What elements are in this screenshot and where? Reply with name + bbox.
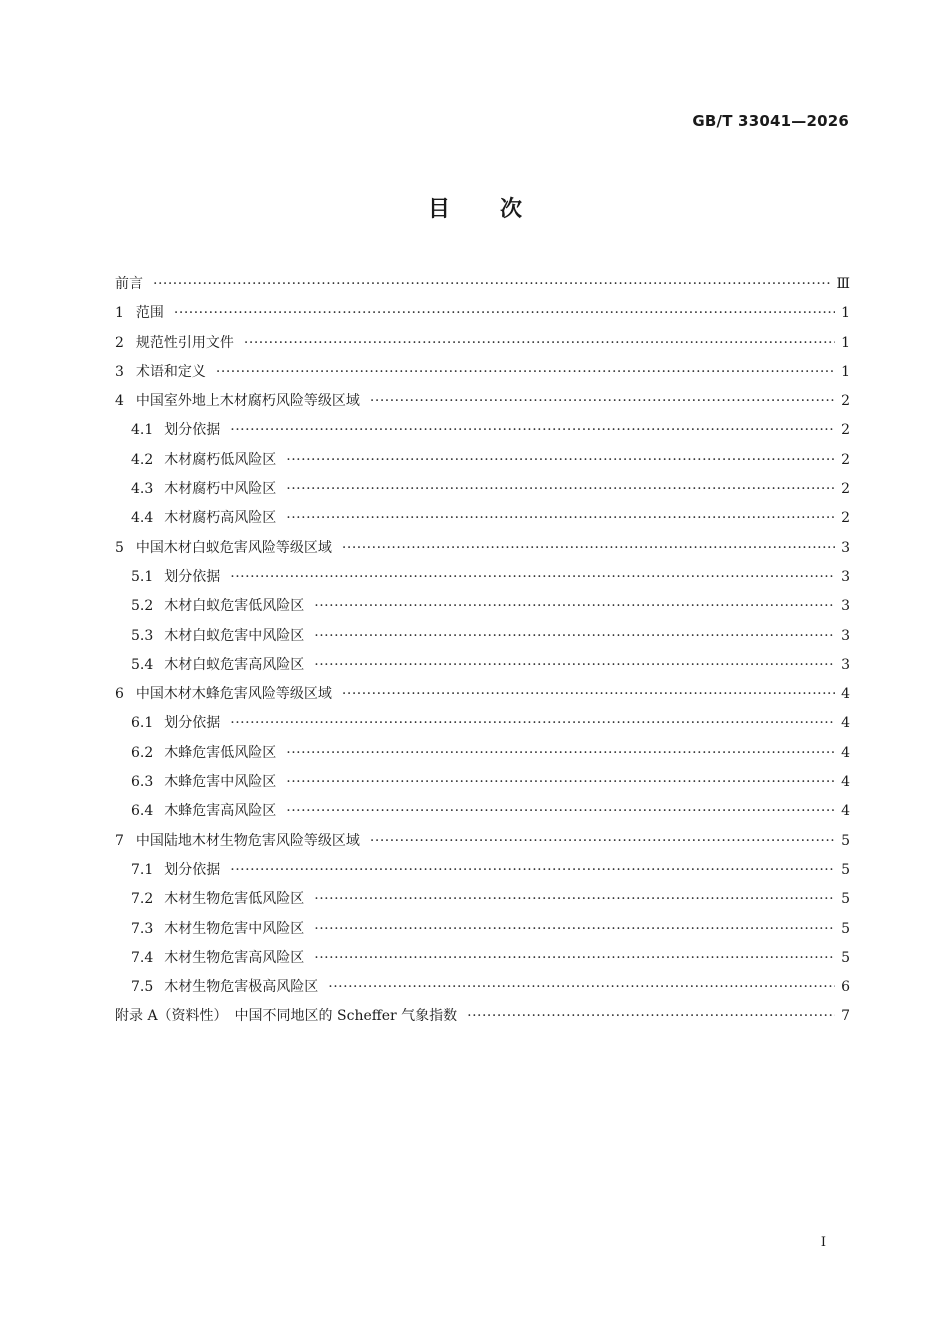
table-of-contents: [115, 270, 850, 1032]
toc-entry-page: 2: [841, 451, 850, 468]
toc-entry[interactable]: [115, 534, 850, 563]
toc-leader-dots: [314, 651, 835, 680]
toc-entry-number: 4.3: [131, 481, 154, 498]
toc-entry-page: 4: [841, 744, 850, 761]
toc-entry[interactable]: [115, 387, 850, 416]
toc-entry-page: 3: [841, 598, 850, 615]
toc-leader-dots: [230, 416, 835, 445]
toc-entry[interactable]: [115, 797, 850, 826]
toc-entry-number: 6.3: [131, 774, 154, 791]
toc-entry-title: 木材生物危害低风险区: [164, 891, 305, 908]
toc-entry-number: 6.2: [131, 744, 154, 761]
toc-entry[interactable]: [115, 1002, 850, 1031]
toc-entry[interactable]: [115, 299, 850, 328]
toc-leader-dots: [314, 885, 835, 914]
toc-entry-number: 5.1: [131, 568, 154, 585]
toc-entry-page: 5: [841, 891, 850, 908]
toc-entry-number: 7.1: [131, 861, 154, 878]
toc-leader-dots: [286, 446, 835, 475]
toc-entry-title: 木蜂危害高风险区: [164, 803, 277, 820]
toc-entry-title: 划分依据: [164, 568, 221, 585]
toc-entry-page: 1: [841, 334, 850, 351]
toc-leader-dots: [216, 358, 835, 387]
toc-entry[interactable]: [115, 973, 850, 1002]
toc-entry-title: 木材腐朽中风险区: [164, 481, 277, 498]
toc-entry-page: 4: [841, 803, 850, 820]
toc-entry-number: 4: [115, 393, 124, 410]
toc-entry-title: 中国木材白蚁危害风险等级区域: [135, 539, 332, 556]
toc-leader-dots: [153, 270, 830, 299]
toc-entry-title: 划分依据: [164, 861, 221, 878]
toc-entry-number: 6: [115, 686, 124, 703]
toc-entry-number: 5.3: [131, 627, 154, 644]
toc-entry-page: 5: [841, 861, 850, 878]
toc-leader-dots: [370, 827, 835, 856]
toc-entry-page: 2: [841, 393, 850, 410]
toc-leader-dots: [286, 504, 835, 533]
toc-entry-number: 7.5: [131, 979, 154, 996]
toc-entry-title: 木材白蚁危害高风险区: [164, 656, 305, 673]
toc-entry-title: 规范性引用文件: [135, 334, 234, 351]
toc-leader-dots: [314, 622, 835, 651]
toc-entry[interactable]: [115, 270, 850, 299]
toc-leader-dots: [244, 329, 835, 358]
toc-entry-title: 木材白蚁危害低风险区: [164, 598, 305, 615]
toc-entry-page: Ⅲ: [836, 276, 850, 292]
toc-leader-dots: [314, 592, 835, 621]
toc-entry[interactable]: [115, 651, 850, 680]
page-title-char-1: 目: [427, 197, 450, 222]
toc-leader-dots: [230, 709, 835, 738]
toc-leader-dots: [370, 387, 835, 416]
toc-entry-title: 划分依据: [164, 715, 221, 732]
toc-entry-number: 7.4: [131, 949, 154, 966]
toc-entry-title: 木材腐朽高风险区: [164, 510, 277, 527]
toc-leader-dots: [342, 680, 835, 709]
toc-entry-page: 5: [841, 920, 850, 937]
toc-leader-dots: [286, 739, 835, 768]
toc-entry[interactable]: [115, 768, 850, 797]
toc-entry-page: 2: [841, 422, 850, 439]
toc-entry-number: 4.1: [131, 422, 154, 439]
toc-leader-dots: [286, 768, 835, 797]
toc-leader-dots: [467, 1002, 835, 1031]
toc-entry-title: 附录 A（资料性） 中国不同地区的 Scheffer 气象指数: [115, 1008, 458, 1025]
toc-entry-page: 3: [841, 627, 850, 644]
toc-entry[interactable]: [115, 416, 850, 445]
page-number: I: [820, 1235, 826, 1250]
toc-entry[interactable]: [115, 475, 850, 504]
toc-entry[interactable]: [115, 885, 850, 914]
toc-entry[interactable]: [115, 739, 850, 768]
toc-entry-page: 2: [841, 510, 850, 527]
toc-entry-page: 5: [841, 832, 850, 849]
toc-entry-title: 木材白蚁危害中风险区: [164, 627, 305, 644]
toc-entry[interactable]: [115, 827, 850, 856]
toc-entry-page: 2: [841, 481, 850, 498]
toc-entry-page: 5: [841, 949, 850, 966]
toc-entry-title: 划分依据: [164, 422, 221, 439]
toc-entry[interactable]: [115, 446, 850, 475]
toc-entry[interactable]: [115, 504, 850, 533]
toc-entry[interactable]: [115, 915, 850, 944]
toc-entry[interactable]: [115, 592, 850, 621]
toc-entry[interactable]: [115, 709, 850, 738]
toc-entry-number: 6.1: [131, 715, 154, 732]
toc-entry[interactable]: [115, 329, 850, 358]
toc-leader-dots: [342, 534, 835, 563]
page-title: [0, 192, 950, 223]
toc-entry-number: 5.4: [131, 656, 154, 673]
toc-entry-number: 2: [115, 334, 124, 351]
toc-entry-title: 术语和定义: [135, 363, 206, 380]
toc-entry[interactable]: [115, 680, 850, 709]
toc-entry-title: 中国室外地上木材腐朽风险等级区域: [135, 393, 360, 410]
toc-entry-page: 4: [841, 774, 850, 791]
toc-entry-title: 木蜂危害中风险区: [164, 774, 277, 791]
toc-leader-dots: [286, 797, 835, 826]
toc-entry[interactable]: [115, 944, 850, 973]
toc-entry-page: 7: [841, 1008, 850, 1025]
toc-entry-page: 3: [841, 539, 850, 556]
toc-entry-title: 范围: [135, 305, 164, 322]
toc-entry-title: 中国陆地木材生物危害风险等级区域: [135, 832, 360, 849]
toc-entry-page: 6: [841, 979, 850, 996]
toc-entry-number: 7.2: [131, 891, 154, 908]
toc-entry-number: 7: [115, 832, 124, 849]
toc-entry-page: 4: [841, 715, 850, 732]
toc-entry-title: 木材腐朽低风险区: [164, 451, 277, 468]
toc-entry-page: 3: [841, 656, 850, 673]
toc-entry-number: 5: [115, 539, 124, 556]
toc-entry-number: 5.2: [131, 598, 154, 615]
standard-code: GB/T 33041—2026: [692, 112, 849, 130]
toc-leader-dots: [314, 944, 835, 973]
toc-entry[interactable]: [115, 622, 850, 651]
toc-entry-number: 6.4: [131, 803, 154, 820]
toc-entry-title: 中国木材木蜂危害风险等级区域: [135, 686, 332, 703]
toc-entry-number: 7.3: [131, 920, 154, 937]
toc-leader-dots: [328, 973, 835, 1002]
toc-entry-title: 木材生物危害中风险区: [164, 920, 305, 937]
toc-entry-number: 4.4: [131, 510, 154, 527]
toc-entry-title: 木蜂危害低风险区: [164, 744, 277, 761]
toc-entry[interactable]: [115, 856, 850, 885]
toc-entry-title: 木材生物危害极高风险区: [164, 979, 319, 996]
toc-entry-page: 3: [841, 568, 850, 585]
toc-entry-title: 木材生物危害高风险区: [164, 949, 305, 966]
toc-entry-page: 1: [841, 363, 850, 380]
toc-entry[interactable]: [115, 563, 850, 592]
toc-leader-dots: [230, 856, 835, 885]
toc-leader-dots: [230, 563, 835, 592]
toc-entry-number: 4.2: [131, 451, 154, 468]
toc-entry-number: 3: [115, 363, 124, 380]
toc-entry-title: 前言: [115, 276, 143, 292]
toc-entry[interactable]: [115, 358, 850, 387]
toc-entry-page: 4: [841, 686, 850, 703]
toc-entry-page: 1: [841, 305, 850, 322]
toc-leader-dots: [314, 915, 835, 944]
toc-leader-dots: [286, 475, 835, 504]
page-title-char-2: 次: [500, 197, 523, 222]
toc-leader-dots: [174, 299, 835, 328]
toc-entry-number: 1: [115, 305, 124, 322]
